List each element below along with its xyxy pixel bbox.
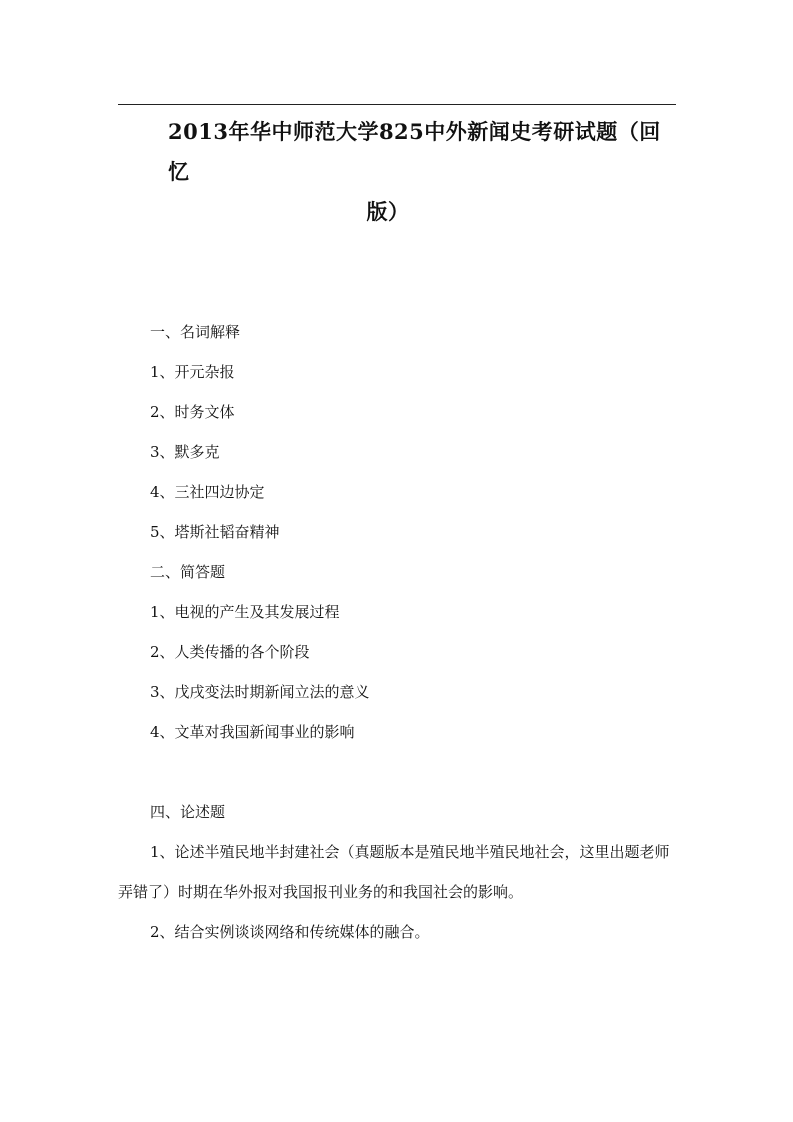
section-heading-short-answer: 二、简答题 [150, 563, 226, 581]
question-item: 3、戊戌变法时期新闻立法的意义 [150, 683, 370, 701]
section-heading-essay: 四、论述题 [150, 803, 226, 821]
question-item: 1、开元杂报 [150, 363, 235, 381]
section-heading-terms: 一、名词解释 [150, 323, 241, 341]
essay-question: 2、结合实例谈谈网络和传统媒体的融合。 [150, 923, 430, 941]
question-item: 3、默多克 [150, 443, 220, 461]
document-title [168, 112, 678, 232]
question-item: 4、三社四边协定 [150, 483, 265, 501]
title-line-1: 2013年华中师范大学825中外新闻史考研试题（回忆 [168, 119, 661, 184]
question-item: 5、塔斯社韬奋精神 [150, 523, 280, 541]
essay-question: 1、论述半殖民地半封建社会（真题版本是殖民地半殖民地社会，这里出题老师弄错了）时期在华外报对我国报刊业务的和我国社会的影响。 [118, 843, 670, 901]
question-item: 2、人类传播的各个阶段 [150, 643, 310, 661]
question-item: 2、时务文体 [150, 403, 235, 421]
question-item: 4、文革对我国新闻事业的影响 [150, 723, 355, 741]
header-rule [118, 104, 676, 105]
question-item: 1、电视的产生及其发展过程 [150, 603, 340, 621]
title-line-2: 版） [366, 199, 410, 224]
